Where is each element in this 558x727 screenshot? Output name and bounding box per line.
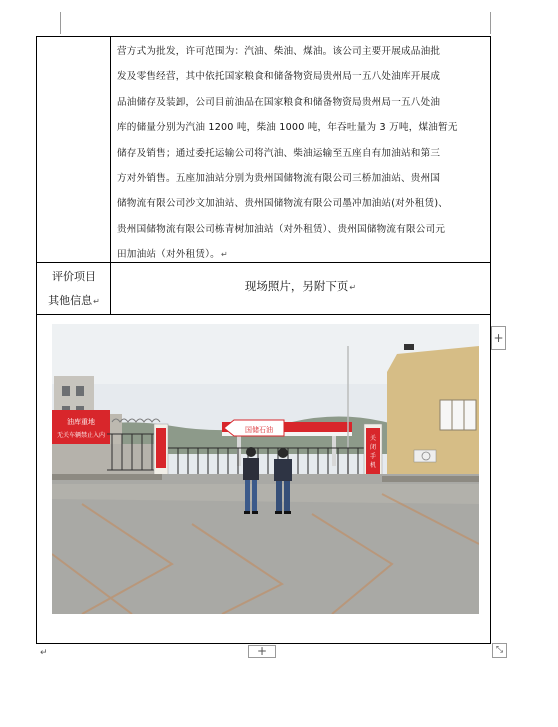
table-cell-empty[interactable]	[37, 37, 111, 262]
table-row-photo	[37, 315, 490, 643]
description-line: 库的储量分别为汽油 1200 吨，柴油 1000 吨，年吞吐量为 3 万吨，煤油暂无	[117, 122, 458, 134]
paragraph-mark-icon: ↵	[93, 297, 100, 306]
crop-mark-top-left	[60, 12, 61, 34]
table-resize-handle[interactable]: ⤡	[492, 643, 507, 658]
photo-sign-left-text: 油库重地	[67, 418, 95, 426]
site-photo[interactable]	[52, 324, 479, 614]
description-line: 品油储存及装卸，公司目前油品在国家粮食和储备物资局贵州局一五八处油	[117, 96, 441, 108]
photo-floodlight	[404, 344, 414, 350]
description-line: 储存及销售；通过委托运输公司将汽油、柴油运输至五座自有加油站和第三	[117, 147, 441, 159]
description-line: 储物流有限公司沙文加油站、贵州国储物流有限公司墨冲加油站(对外租赁)、	[117, 198, 449, 210]
description-line: 田加油站（对外租赁）。	[117, 249, 220, 261]
paragraph-mark-icon: ↵	[40, 648, 48, 658]
paragraph-mark-icon: ↵	[220, 250, 228, 260]
site-photo-image	[52, 324, 479, 614]
crop-mark-top-right	[490, 12, 491, 34]
label-other-info-text: 其他信息	[48, 294, 93, 307]
label-other-info	[37, 289, 111, 314]
other-info-text: 现场照片，另附下页	[244, 279, 349, 293]
paragraph-mark-icon: ↵	[349, 283, 357, 292]
svg-text:机: 机	[369, 462, 377, 469]
svg-text:无关车辆禁止入内: 无关车辆禁止入内	[56, 432, 106, 439]
description-line: 方对外销售。五座加油站分别为贵州国储物流有限公司三桥加油站、贵州国	[117, 173, 441, 185]
table-row-description	[37, 37, 490, 263]
table-row-other-info	[37, 263, 490, 315]
add-column-button[interactable]: +	[491, 326, 506, 350]
photo-sign-right-text: 关	[369, 435, 377, 442]
description-line: 发及零售经营，其中依托国家粮食和储备物资局贵州局一五八处油库开展成	[117, 71, 441, 83]
description-line: 贵州国储物流有限公司栋青树加油站（对外租赁）、贵州国储物流有限公司元	[117, 223, 446, 235]
table-cell-other-info[interactable]	[111, 263, 490, 314]
svg-text:闭: 闭	[369, 444, 377, 451]
description-text[interactable]	[117, 39, 486, 268]
svg-text:手: 手	[369, 453, 377, 460]
label-evaluation-item: 评价项目	[52, 270, 96, 283]
description-line: 营方式为批发，许可范围为：汽油、柴油、煤油。该公司主要开展成品油批	[117, 46, 441, 57]
table-cell-label[interactable]	[37, 263, 111, 314]
photo-station-sign-text: 国储石油	[245, 426, 273, 434]
other-info-content	[111, 278, 490, 294]
document-table[interactable]	[36, 36, 491, 644]
table-cell-description[interactable]	[111, 37, 490, 262]
add-row-button[interactable]: +	[248, 645, 276, 658]
